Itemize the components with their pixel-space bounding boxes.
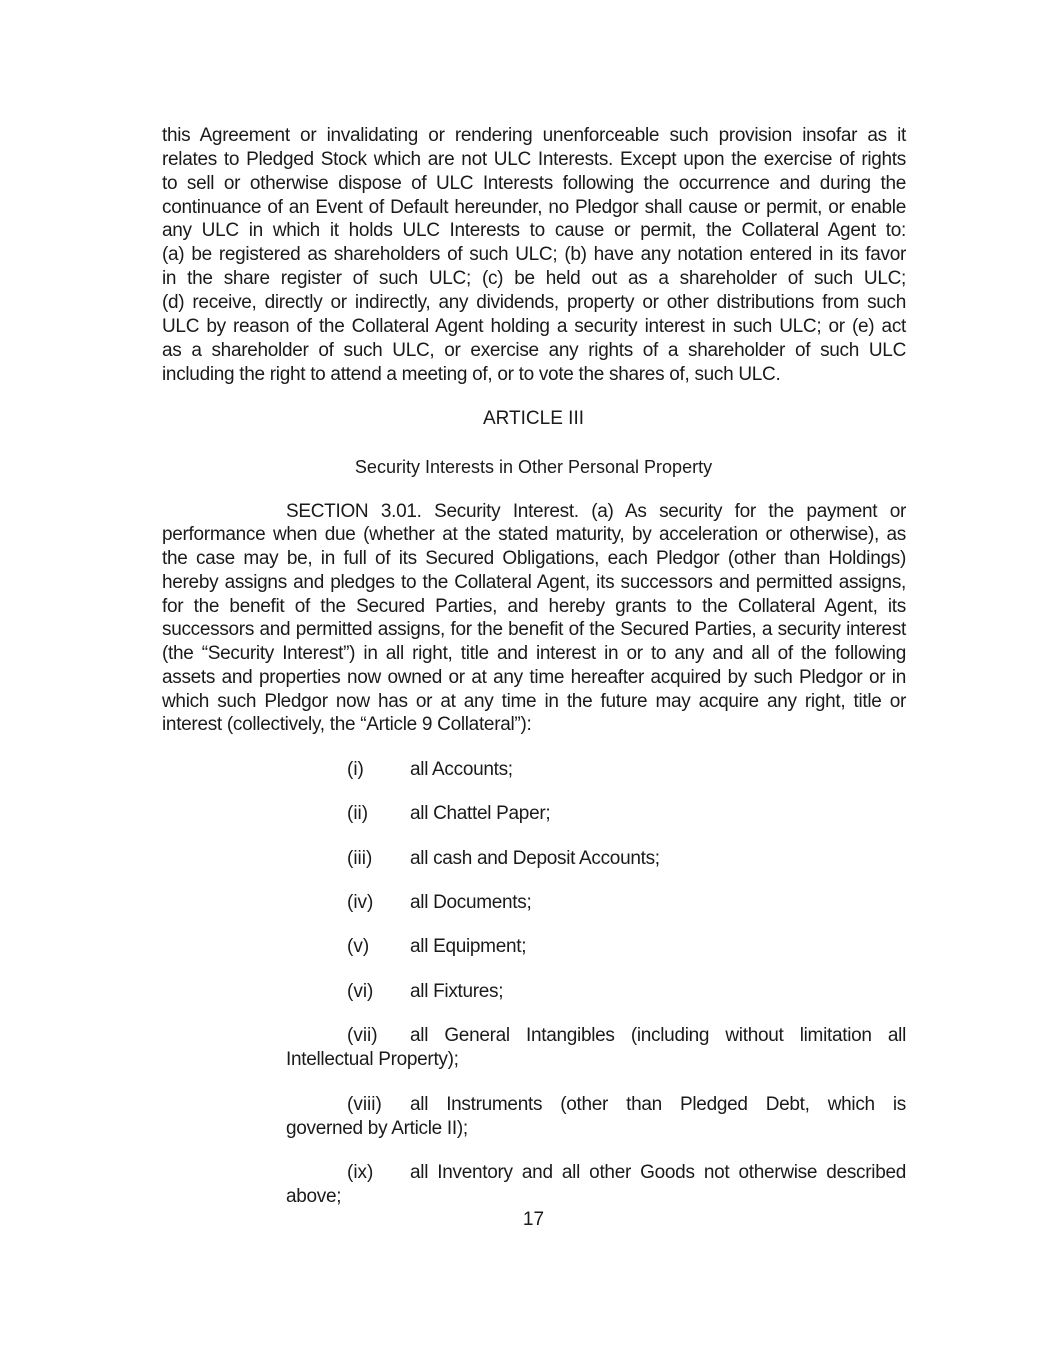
paragraph-line: (a) be registered as shareholders of such ULC; (b) have any notation entered in its favor — [162, 244, 906, 265]
paragraph-line: in the share register of such ULC; (c) be held out as a shareholder of such ULC; — [162, 268, 906, 289]
list-item-text: all Inventory and all other Goods not otherwise described — [410, 1162, 906, 1183]
list-item-continuation: above; — [286, 1186, 342, 1207]
list-item-number: (v) — [347, 936, 370, 957]
list-item-text: all Equipment; — [410, 936, 527, 957]
list-item-number: (viii) — [347, 1094, 382, 1115]
paragraph-line: the case may be, in full of its Secured Obligations, each Pledgor (other than Holdings) — [162, 548, 906, 569]
list-item-text: all cash and Deposit Accounts; — [410, 848, 660, 869]
paragraph-line: ULC by reason of the Collateral Agent holding a security interest in such ULC; or (e) act — [162, 316, 906, 337]
list-item-number: (ix) — [347, 1162, 374, 1183]
paragraph-line: successors and permitted assigns, for the benefit of the Secured Parties, a security interest — [162, 619, 906, 640]
article-heading: ARTICLE III — [482, 408, 584, 429]
page-number: 17 — [522, 1209, 545, 1230]
list-item-number: (vii) — [347, 1025, 378, 1046]
list-item-number: (ii) — [347, 803, 369, 824]
list-item-number: (iv) — [347, 892, 374, 913]
paragraph-line: assets and properties now owned or at any time hereafter acquired by such Pledgor or in — [162, 667, 906, 688]
paragraph-line: for the benefit of the Secured Parties, and hereby grants to the Collateral Agent, its — [162, 596, 906, 617]
list-item-text: all Accounts; — [410, 759, 513, 780]
list-item-continuation: governed by Article II); — [286, 1118, 468, 1139]
paragraph-line: (the “Security Interest”) in all right, title and interest in or to any and all of the following — [162, 643, 906, 664]
paragraph-line: (d) receive, directly or indirectly, any dividends, property or other distributions from such — [162, 292, 906, 313]
paragraph-line: to sell or otherwise dispose of ULC Interests following the occurrence and during the — [162, 173, 906, 194]
paragraph-line: hereby assigns and pledges to the Collateral Agent, its successors and permitted assigns, — [162, 572, 906, 593]
paragraph-line: this Agreement or invalidating or rendering unenforceable such provision insofar as it — [162, 125, 906, 146]
list-item-number: (i) — [347, 759, 364, 780]
paragraph-line: performance when due (whether at the stated maturity, by acceleration or otherwise), as — [162, 524, 906, 545]
list-item-text: all Fixtures; — [410, 981, 504, 1002]
list-item-continuation: Intellectual Property); — [286, 1049, 459, 1070]
list-item-text: all Instruments (other than Pledged Debt, which is — [410, 1094, 906, 1115]
list-item-number: (vi) — [347, 981, 374, 1002]
article-subheading: Security Interests in Other Personal Property — [354, 457, 713, 477]
paragraph-line: relates to Pledged Stock which are not ULC Interests. Except upon the exercise of rights — [162, 149, 906, 170]
paragraph-line: as a shareholder of such ULC, or exercise any rights of a shareholder of such ULC — [162, 340, 906, 361]
paragraph-line: interest (collectively, the “Article 9 Collateral”): — [162, 714, 532, 735]
list-item-text: all General Intangibles (including without limitation all — [410, 1025, 906, 1046]
paragraph-line: which such Pledgor now has or at any time in the future may acquire any right, title or — [162, 691, 906, 712]
list-item-text: all Chattel Paper; — [410, 803, 551, 824]
section-heading-line: SECTION 3.01. Security Interest. (a) As security for the payment or — [286, 501, 906, 522]
list-item-text: all Documents; — [410, 892, 532, 913]
paragraph-line: any ULC in which it holds ULC Interests to cause or permit, the Collateral Agent to: — [162, 220, 906, 241]
list-item-number: (iii) — [347, 848, 373, 869]
paragraph-line: continuance of an Event of Default hereunder, no Pledgor shall cause or permit, or enable — [162, 197, 906, 218]
paragraph-line: including the right to attend a meeting of, or to vote the shares of, such ULC. — [162, 364, 781, 385]
